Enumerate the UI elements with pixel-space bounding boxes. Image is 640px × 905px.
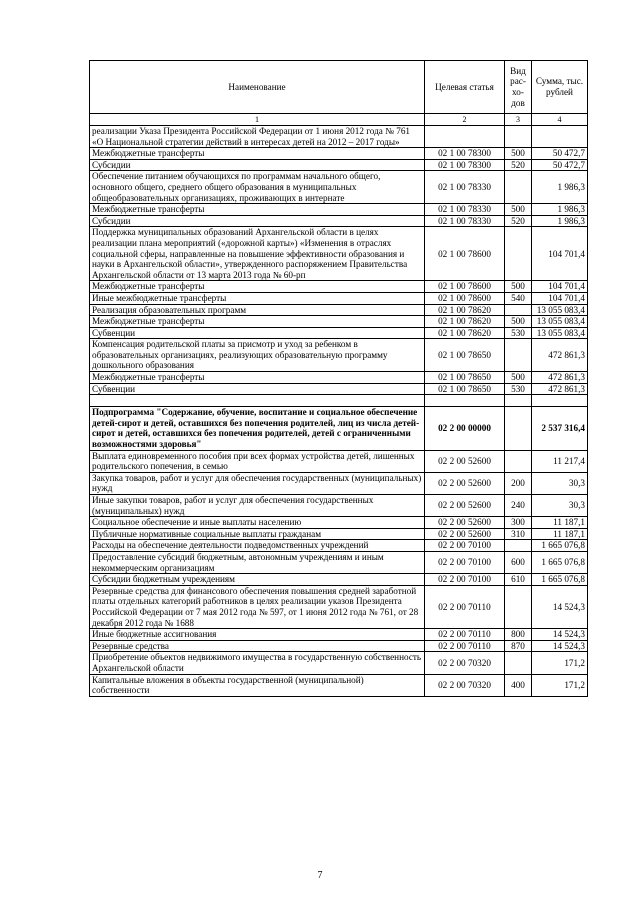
cell-name: Межбюджетные трансферты [90,281,425,293]
cell-sum: 13 055 083,4 [532,316,588,328]
table-row [90,472,588,494]
cell-vid [505,171,532,204]
cell-vid: 310 [505,528,532,540]
cell-code: 02 1 00 78330 [425,204,505,216]
table-row [90,126,588,148]
cell-sum: 14 524,3 [532,640,588,652]
cell-vid [505,227,532,281]
cell-vid: 530 [505,383,532,395]
cell-sum: 472 861,3 [532,339,588,372]
table-row [90,171,588,204]
cell-name: Субсидии бюджетным учреждениям [90,574,425,586]
table-row [90,327,588,339]
cell-name: Межбюджетные трансферты [90,372,425,384]
cell-vid [505,395,532,407]
cell-sum: 14 524,3 [532,585,588,628]
cell-sum: 30,3 [532,472,588,494]
cell-code: 02 2 00 70100 [425,540,505,552]
cell-name [90,395,425,407]
cell-vid [505,339,532,372]
table-row [90,640,588,652]
cell-code [425,395,505,407]
cell-code: 02 1 00 78650 [425,339,505,372]
page-number: 7 [317,870,323,881]
cell-name: Обеспечение питанием обучающихся по программам начального общего, основного общего, среднего общего образования в муниципальных общеобразовательных организациях, проживающих в интернате [90,171,425,204]
cell-name: Иные межбюджетные трансферты [90,292,425,304]
cell-sum: 50 472,7 [532,148,588,160]
cell-vid [505,407,532,450]
table-row [90,292,588,304]
cell-name: Субсидии [90,159,425,171]
cell-code: 02 2 00 52600 [425,517,505,529]
cell-vid [505,304,532,316]
cell-vid: 800 [505,629,532,641]
cell-sum: 1 986,3 [532,171,588,204]
cell-code: 02 2 00 70110 [425,585,505,628]
column-index: 4 [532,114,588,126]
cell-name: Резервные средства [90,640,425,652]
cell-vid: 520 [505,159,532,171]
cell-name: Социальное обеспечение и иные выплаты населению [90,517,425,529]
cell-name: Подпрограмма "Содержание, обучение, воспитание и социальное обеспечение детей-сирот и детей, оставшихся без попечения родителей, лиц из числа детей-сирот и детей, оставшихся без попечения родителей, детей с ограниченными возможностями здоровья" [90,407,425,450]
cell-code: 02 2 00 70320 [425,652,505,674]
cell-sum: 472 861,3 [532,372,588,384]
table-row [90,159,588,171]
cell-code: 02 2 00 70110 [425,629,505,641]
table-row [90,629,588,641]
cell-code: 02 1 00 78600 [425,227,505,281]
budget-table [89,60,588,697]
table-row [90,585,588,628]
cell-sum [532,126,588,148]
cell-name: Закупка товаров, работ и услуг для обеспечения государственных (муниципальных) нужд [90,472,425,494]
cell-sum: 11 187,1 [532,528,588,540]
cell-code: 02 2 00 00000 [425,407,505,450]
cell-name: Межбюджетные трансферты [90,316,425,328]
table-row [90,540,588,552]
cell-sum: 1 665 076,8 [532,540,588,552]
cell-name: Межбюджетные трансферты [90,148,425,160]
cell-name: Субвенции [90,383,425,395]
table-row [90,383,588,395]
table-body [90,126,588,697]
cell-code: 02 1 00 78650 [425,383,505,395]
table-row [90,450,588,472]
table-row [90,372,588,384]
cell-sum: 30,3 [532,495,588,517]
cell-name: Приобретение объектов недвижимого имущества в государственную собственность Архангельской области [90,652,425,674]
cell-name: Выплата единовременного пособия при всех формах устройства детей, лишенных родительского попечения, в семью [90,450,425,472]
cell-sum: 171,2 [532,674,588,696]
cell-vid: 610 [505,574,532,586]
cell-vid: 200 [505,472,532,494]
cell-name: Субсидии [90,215,425,227]
cell-sum: 104 701,4 [532,281,588,293]
cell-name: Иные бюджетные ассигнования [90,629,425,641]
table-row [90,215,588,227]
table-row [90,674,588,696]
cell-sum: 50 472,7 [532,159,588,171]
cell-name: Иные закупки товаров, работ и услуг для обеспечения государственных (муниципальных) нужд [90,495,425,517]
cell-vid: 520 [505,215,532,227]
cell-vid [505,540,532,552]
cell-name: Резервные средства для финансового обеспечения повышения средней заработной платы отдельных категорий работников в целях реализации указов Президента Российской Федерации от 7 мая 2012 года № 597, от 1 июня 2012 года № 761, от 28 декабря 2012 года № 1688 [90,585,425,628]
cell-vid: 500 [505,372,532,384]
cell-name: Капитальные вложения в объекты государственной (муниципальной) собственности [90,674,425,696]
cell-vid: 500 [505,204,532,216]
table-row [90,495,588,517]
cell-name: Межбюджетные трансферты [90,204,425,216]
cell-vid [505,450,532,472]
table-row [90,204,588,216]
cell-code: 02 1 00 78600 [425,281,505,293]
cell-sum: 104 701,4 [532,292,588,304]
cell-vid: 870 [505,640,532,652]
cell-vid [505,652,532,674]
cell-sum: 1 665 076,8 [532,574,588,586]
table-row [90,574,588,586]
cell-vid: 530 [505,327,532,339]
cell-vid: 240 [505,495,532,517]
column-index: 2 [425,114,505,126]
header-row [90,61,588,114]
cell-sum: 104 701,4 [532,227,588,281]
cell-vid: 600 [505,551,532,573]
cell-code: 02 2 00 70100 [425,574,505,586]
table-row [90,316,588,328]
cell-name: Поддержка муниципальных образований Архангельской области в целях реализации плана мероприятий («дорожной карты») «Изменения в отраслях социальной сферы, направленные на повышение эффективности образования и науки в Архангельской области», утвержденного распоряжением Правительства Архангельской области от 13 марта 2013 года № 60-рп [90,227,425,281]
table-row [90,395,588,407]
cell-code [425,126,505,148]
cell-code: 02 2 00 52600 [425,472,505,494]
cell-sum: 171,2 [532,652,588,674]
cell-name: Предоставление субсидий бюджетным, автономным учреждениям и иным некоммерческим организациям [90,551,425,573]
cell-sum: 472 861,3 [532,383,588,395]
header-sum: Сумма, тыс. рублей [532,61,588,114]
cell-vid [505,126,532,148]
column-index: 3 [505,114,532,126]
cell-name: Субвенции [90,327,425,339]
cell-code: 02 2 00 70100 [425,551,505,573]
cell-code: 02 1 00 78300 [425,148,505,160]
cell-vid: 500 [505,281,532,293]
header-code: Целевая статья [425,61,505,114]
cell-sum: 14 524,3 [532,629,588,641]
header-vid: Вид рас-хо-дов [505,61,532,114]
table-row [90,281,588,293]
cell-sum: 2 537 316,4 [532,407,588,450]
cell-code: 02 1 00 78650 [425,372,505,384]
cell-vid: 500 [505,148,532,160]
cell-code: 02 2 00 70320 [425,674,505,696]
cell-sum: 13 055 083,4 [532,327,588,339]
cell-sum: 11 217,4 [532,450,588,472]
cell-name: реализации Указа Президента Российской Федерации от 1 июня 2012 года № 761 «О Национальной стратегии действий в интересах детей на 2012 – 2017 годы» [90,126,425,148]
table-row [90,304,588,316]
table-row [90,339,588,372]
cell-name: Реализация образовательных программ [90,304,425,316]
cell-name: Компенсация родительской платы за присмотр и уход за ребенком в образовательных организациях, реализующих образовательную программу дошкольного образования [90,339,425,372]
cell-code: 02 2 00 52600 [425,528,505,540]
cell-sum: 11 187,1 [532,517,588,529]
cell-sum: 13 055 083,4 [532,304,588,316]
cell-code: 02 1 00 78600 [425,292,505,304]
cell-sum: 1 665 076,8 [532,551,588,573]
cell-sum [532,395,588,407]
column-index-row [90,114,588,126]
header-name: Наименование [90,61,425,114]
table-row [90,148,588,160]
cell-vid [505,585,532,628]
cell-sum: 1 986,3 [532,204,588,216]
cell-name: Публичные нормативные социальные выплаты гражданам [90,528,425,540]
table-row-subprogram [90,407,588,450]
cell-code: 02 2 00 70110 [425,640,505,652]
cell-code: 02 1 00 78620 [425,316,505,328]
table-row [90,528,588,540]
cell-code: 02 1 00 78300 [425,159,505,171]
column-index: 1 [90,114,425,126]
cell-vid: 300 [505,517,532,529]
cell-code: 02 2 00 52600 [425,450,505,472]
cell-vid: 500 [505,316,532,328]
cell-code: 02 1 00 78330 [425,215,505,227]
table-row [90,227,588,281]
table-row [90,551,588,573]
cell-code: 02 2 00 52600 [425,495,505,517]
table-row [90,652,588,674]
cell-name: Расходы на обеспечение деятельности подведомственных учреждений [90,540,425,552]
cell-code: 02 1 00 78620 [425,327,505,339]
cell-vid: 400 [505,674,532,696]
cell-vid: 540 [505,292,532,304]
cell-code: 02 1 00 78620 [425,304,505,316]
cell-code: 02 1 00 78330 [425,171,505,204]
cell-sum: 1 986,3 [532,215,588,227]
table-row [90,517,588,529]
